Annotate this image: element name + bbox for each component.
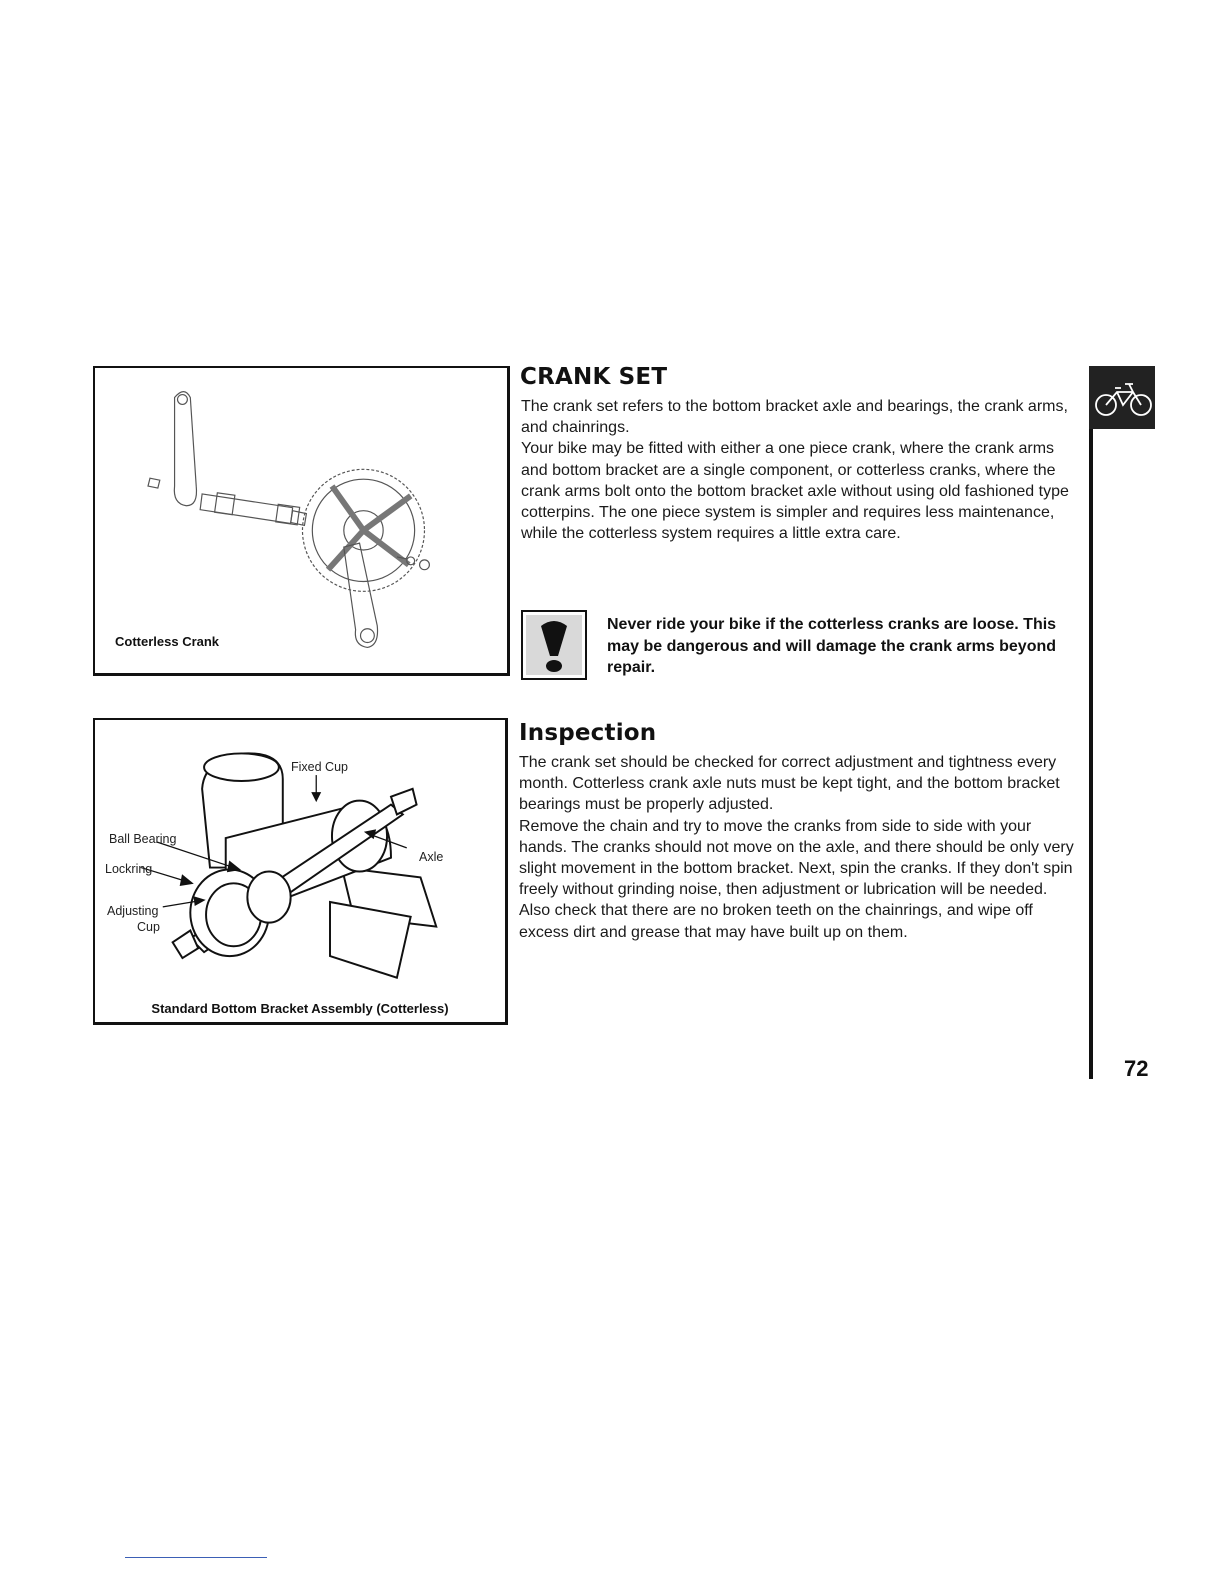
figure-caption: Standard Bottom Bracket Assembly (Cotterless) bbox=[151, 1001, 449, 1016]
section-heading-inspection: Inspection bbox=[519, 720, 657, 746]
paragraph: Remove the chain and try to move the cranks from side to side with your hands. The cranks should not move on the axle, and there should be only very slight movement in the bottom bracket. Next, spin the cranks. If they don't spin freely without grinding noise, then adjustment or lubrication will be needed. Also check that there are no broken teeth on the chainrings, and wipe off excess dirt and grease that may have built up on them. bbox=[519, 817, 1074, 941]
paragraph: Your bike may be fitted with either a one piece crank, where the crank arms and bottom bracket are a single component, or cotterless cranks, where the crank arms bolt onto the bottom bracket axle without using old fashioned type cotterpins. The one piece system is simpler and requires less maintenance, while the cotterless system requires a little extra care. bbox=[521, 440, 1069, 543]
cotterless-crank-illustration bbox=[95, 368, 507, 673]
bicycle-icon bbox=[1089, 366, 1155, 429]
callout-fixed-cup: Fixed Cup bbox=[291, 760, 348, 774]
inspection-body bbox=[519, 752, 1079, 943]
warning-icon bbox=[521, 610, 587, 680]
figure-caption: Cotterless Crank bbox=[115, 634, 220, 649]
chapter-tab bbox=[1089, 366, 1155, 429]
crank-set-body bbox=[521, 396, 1081, 544]
footer-rule bbox=[125, 1557, 267, 1558]
cotterless-crank-figure bbox=[93, 366, 510, 676]
warning-text: Never ride your bike if the cotterless cranks are loose. This may be dangerous and will damage the crank arms beyond repair. bbox=[607, 616, 1057, 676]
margin-rule bbox=[1089, 366, 1093, 1079]
callout-cup: Cup bbox=[137, 920, 160, 934]
page-number: 72 bbox=[1124, 1056, 1149, 1081]
paragraph: The crank set should be checked for correct adjustment and tightness every month. Cotterless crank axle nuts must be kept tight, and the bottom bracket bearings must be properly adjusted. bbox=[519, 754, 1060, 814]
paragraph: The crank set refers to the bottom bracket axle and bearings, the crank arms, and chainrings. bbox=[521, 398, 1068, 437]
callout-ball-bearing: Ball Bearing bbox=[109, 832, 177, 846]
exclamation-icon bbox=[523, 612, 585, 678]
callout-lockring: Lockring bbox=[105, 862, 153, 876]
callout-adjusting: Adjusting bbox=[107, 904, 159, 918]
callout-axle: Axle bbox=[419, 850, 444, 864]
section-heading-crank-set: CRANK SET bbox=[520, 364, 668, 390]
bottom-bracket-figure bbox=[93, 718, 508, 1025]
